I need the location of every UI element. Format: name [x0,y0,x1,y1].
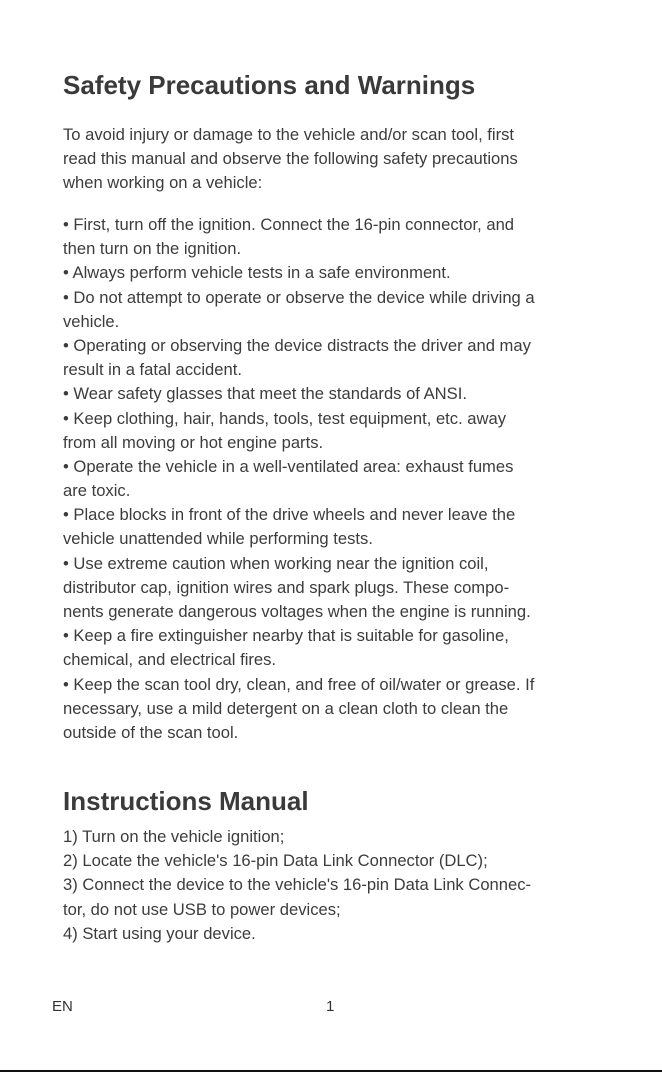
step-line: 3) Connect the device to the vehicle's 16-pin Data Link Connec- [63,875,532,895]
bullet-line: nents generate dangerous voltages when the engine is running. [63,602,531,621]
bullet-line: outside of the scan tool. [63,722,239,742]
bullet-line: • Wear safety glasses that meet the standards of ANSI. [63,384,467,404]
step-line: 1) Turn on the vehicle ignition; [63,827,285,846]
bullet-line: • First, turn off the ignition. Connect the 16-pin connector, and [63,215,515,234]
bullet-line: distributor cap, ignition wires and spark plugs. These compo- [63,577,510,597]
bullet-line: • Do not attempt to operate or observe the device while driving a [63,287,535,307]
page-number: 1 [326,998,335,1015]
bullet-line: • Keep clothing, hair, hands, tools, test equipment, etc. away [63,408,507,428]
bullet-line: chemical, and electrical fires. [63,650,277,670]
bullet-line: • Place blocks in front of the drive wheels and never leave the [63,505,516,525]
bullet-line: then turn on the ignition. [63,239,242,259]
bullet-line: • Use extreme caution when working near the ignition coil, [63,553,489,573]
safety-intro [63,123,623,196]
safety-heading: Safety Precautions and Warnings [63,70,476,100]
bullet-line: • Always perform vehicle tests in a safe environment. [63,263,451,283]
bullet-line: from all moving or hot engine parts. [63,432,324,452]
bullet-line: vehicle unattended while performing tests. [63,529,373,549]
bullet-line: • Keep the scan tool dry, clean, and free of oil/water or grease. If [63,674,535,694]
step-line: 2) Locate the vehicle's 16-pin Data Link Connector (DLC); [63,851,488,871]
safety-bullet-list [63,213,623,745]
bullet-line: necessary, use a mild detergent on a clean cloth to clean the [63,698,509,718]
bullet-line: are toxic. [63,481,131,501]
instructions-steps [63,825,623,946]
intro-line: when working on a vehicle: [63,173,263,193]
bullet-line: vehicle. [63,311,120,331]
intro-line: read this manual and observe the following safety precautions [63,149,518,169]
instructions-heading: Instructions Manual [63,786,309,816]
intro-line: To avoid injury or damage to the vehicle and/or scan tool, first [63,125,515,144]
footer-language: EN [52,998,73,1015]
step-line: tor, do not use USB to power devices; [63,899,341,919]
bullet-line: • Keep a fire extinguisher nearby that is suitable for gasoline, [63,626,509,646]
step-line: 4) Start using your device. [63,923,256,943]
bullet-line: • Operating or observing the device distracts the driver and may [63,335,531,355]
bullet-line: result in a fatal accident. [63,360,242,380]
bullet-line: • Operate the vehicle in a well-ventilated area: exhaust fumes [63,456,514,476]
